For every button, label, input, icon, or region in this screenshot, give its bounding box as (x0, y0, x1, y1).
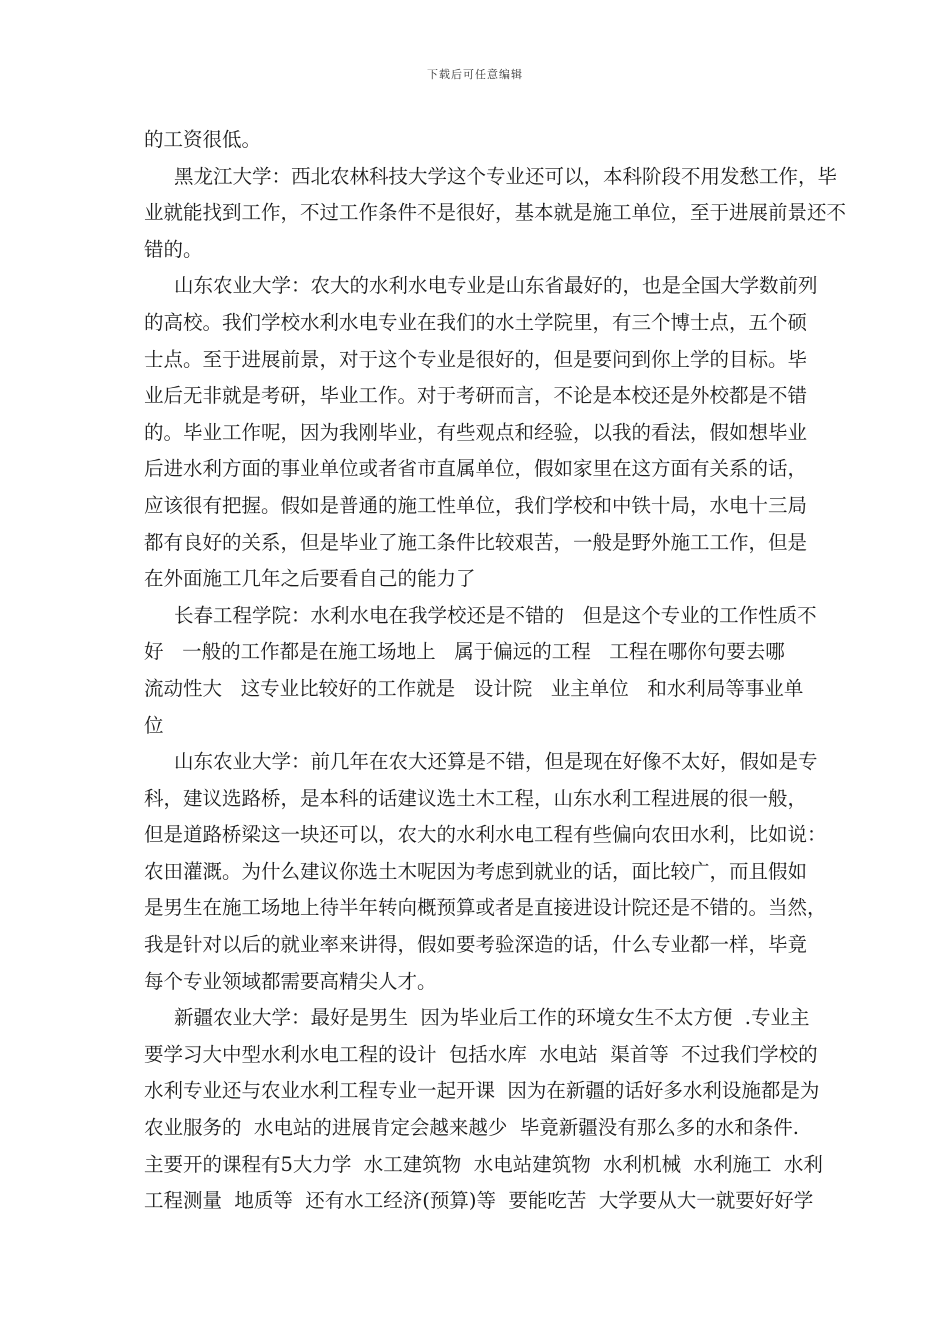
paragraph-line: 要学习大中型水利水电工程的设计 包括水库 水电站 渠首等 不过我们学校的 (144, 1042, 818, 1066)
paragraph-line: 主要开的课程有5大力学 水工建筑物 水电站建筑物 水利机械 水利施工 水利 (144, 1152, 823, 1176)
paragraph-line: 好 一般的工作都是在施工场地上 属于偏远的工程 工程在哪你句要去哪 (144, 640, 785, 664)
paragraph-line: 后进水利方面的事业单位或者省市直属单位，假如家里在这方面有关系的话， (144, 457, 808, 481)
document-body (144, 122, 847, 1220)
paragraph-line: 科，建议选路桥，是本科的话建议选土木工程，山东水利工程进展的很一般， (144, 786, 808, 810)
paragraph-line: 的高校。我们学校水利水电专业在我们的水土学院里，有三个博士点，五个硕 (144, 310, 808, 334)
paragraph-line: 业就能找到工作，不过工作条件不是很好，基本就是施工单位，至于进展前景还不 (144, 201, 847, 225)
page-header: 下载后可任意编辑 (427, 68, 523, 81)
paragraph-line: 是男生在施工场地上待半年转向概预算或者是直接进设计院还是不错的。当然， (144, 896, 827, 920)
paragraph-line: 都有良好的关系，但是毕业了施工条件比较艰苦，一般是野外施工工作，但是 (144, 530, 808, 554)
paragraph-line: 我是针对以后的就业率来讲得，假如要考验深造的话，什么专业都一样，毕竟 (144, 933, 808, 957)
paragraph-line: 但是道路桥梁这一块还可以，农大的水利水电工程有些偏向农田水利，比如说： (144, 823, 827, 847)
paragraph-line: 山东农业大学：前几年在农大还算是不错，但是现在好像不太好，假如是专 (174, 750, 818, 774)
paragraph-line: 山东农业大学：农大的水利水电专业是山东省最好的，也是全国大学数前列 (174, 274, 818, 298)
paragraph-line: 黑龙江大学：西北农林科技大学这个专业还可以，本科阶段不用发愁工作，毕 (174, 164, 838, 188)
paragraph-line: 的工资很低。 (144, 128, 262, 151)
paragraph-line: 士点。至于进展前景，对于这个专业是很好的，但是要问到你上学的目标。毕 (144, 347, 808, 371)
paragraph-line: 业后无非就是考研，毕业工作。对于考研而言，不论是本校还是外校都是不错 (144, 384, 808, 408)
paragraph-line: 流动性大 这专业比较好的工作就是 设计院 业主单位 和水利局等事业单 (144, 676, 804, 700)
paragraph-line: 农业服务的 水电站的进展肯定会越来越少 毕竟新疆没有那么多的水和条件. (144, 1116, 799, 1140)
paragraph-line: 的。毕业工作呢，因为我刚毕业，有些观点和经验，以我的看法，假如想毕业 (144, 420, 808, 444)
paragraph-line: 错的。 (144, 237, 203, 261)
paragraph-line: 位 (144, 713, 164, 737)
paragraph-line: 在外面施工几年之后要看自己的能力了 (144, 567, 476, 591)
paragraph-line: 新疆农业大学：最好是男生 因为毕业后工作的环境女生不太方便 .专业主 (174, 1006, 810, 1030)
paragraph-line: 工程测量 地质等 还有水工经济(预算)等 要能吃苦 大学要从大一就要好好学 (144, 1189, 814, 1213)
paragraph-line: 应该很有把握。假如是普通的施工性单位，我们学校和中铁十局，水电十三局 (144, 493, 808, 517)
paragraph-line: 农田灌溉。为什么建议你选土木呢因为考虑到就业的话，面比较广，而且假如 (144, 859, 808, 883)
paragraph-line: 长春工程学院：水利水电在我学校还是不错的 但是这个专业的工作性质不 (174, 603, 817, 627)
paragraph-line: 水利专业还与农业水利工程专业一起开课 因为在新疆的话好多水利设施都是为 (144, 1079, 820, 1103)
paragraph-line: 每个专业领域都需要高精尖人才。 (144, 969, 437, 993)
